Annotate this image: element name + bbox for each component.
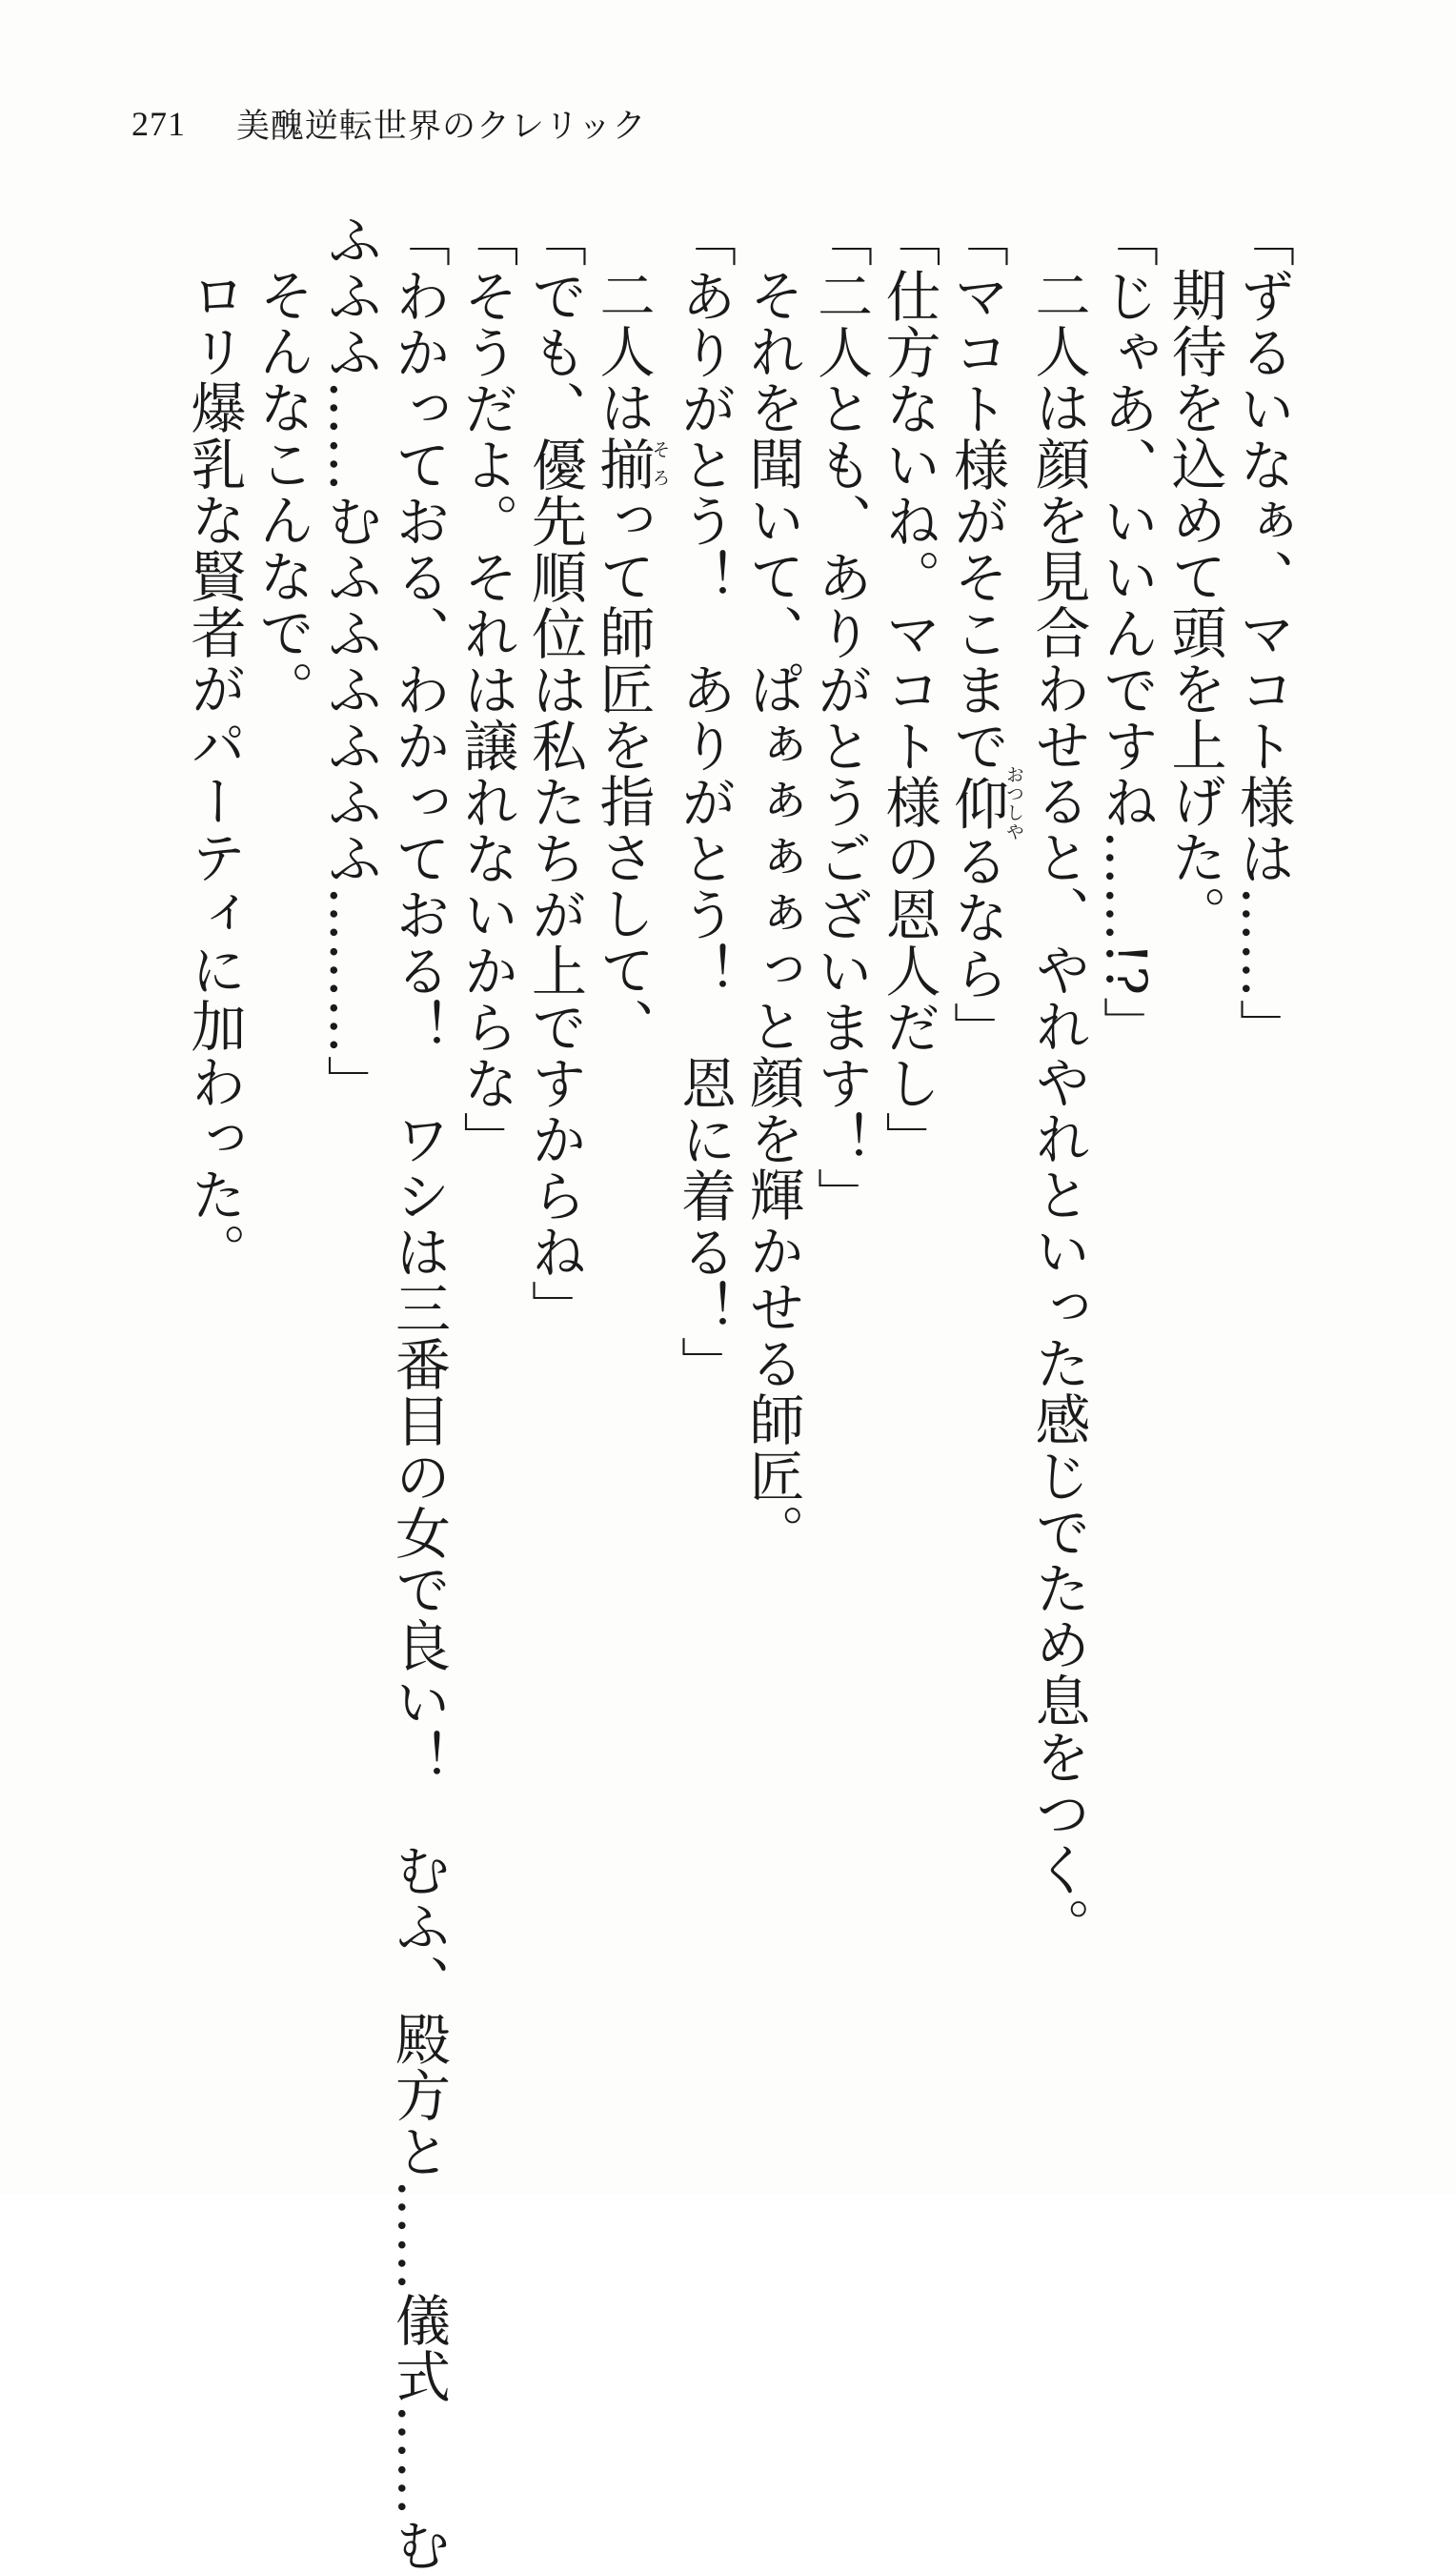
text-line: そんなこんなで。: [250, 267, 314, 717]
text-line: 二人は顔を見合わせると、やれやれといった感じでため息をつく。: [1025, 267, 1091, 1954]
ruby-word: [590, 436, 671, 492]
text-line: 期待を込めて頭を上げた。: [1162, 267, 1227, 942]
ruby-base: 揃: [590, 436, 656, 492]
ruby-word: [944, 765, 1024, 841]
body-text: [181, 212, 1296, 2573]
text-line: 「ありがとう！ ありがとう！ 恩に着る！」: [672, 212, 737, 1392]
text-line: 「そうだよ。それは譲れないからな」: [454, 212, 519, 1167]
ruby-reading: おつしや: [1003, 765, 1024, 841]
text-segment: るなら」: [944, 833, 1009, 1058]
page-header: [131, 95, 647, 152]
ruby-base: 仰: [944, 765, 1009, 841]
text-line-with-ruby: [942, 212, 1024, 2051]
text-segment: 「マコト様がそこまで: [944, 212, 1009, 774]
running-title: 美醜逆転世界のクレリック: [236, 108, 647, 146]
text-line: 「でも、優先順位は私たちが上ですからね」: [522, 212, 587, 1336]
text-segment: 二人は: [590, 267, 656, 436]
text-line: 「じゃあ、いいんですね……!?」: [1094, 212, 1159, 1053]
text-line: ロリ爆乳な賢者がパーティに加わった。: [181, 267, 247, 1279]
text-line: 「仕方ないね。マコト様の恩人だし」: [876, 212, 941, 1167]
text-segment: って師匠を指さして、: [590, 492, 656, 1054]
text-line: 「ずるいなぁ、マコト様は……」: [1230, 212, 1295, 1055]
text-line: ふふふ……むふふふふふふ………」: [317, 212, 383, 1111]
ruby-reading: そろ: [649, 436, 671, 492]
text-line: それを聞いて、ぱぁぁぁぁっと顔を輝かせる師匠。: [739, 267, 805, 1560]
text-line: 「二人とも、ありがとうございます！」: [808, 212, 873, 1224]
text-line-with-ruby: [588, 212, 670, 2051]
text-line: 「わかっておる、わかっておる！ ワシは三番目の女で良い！ むふ、殿方と……儀式……む: [386, 212, 451, 2573]
page-number: 271: [131, 105, 186, 143]
